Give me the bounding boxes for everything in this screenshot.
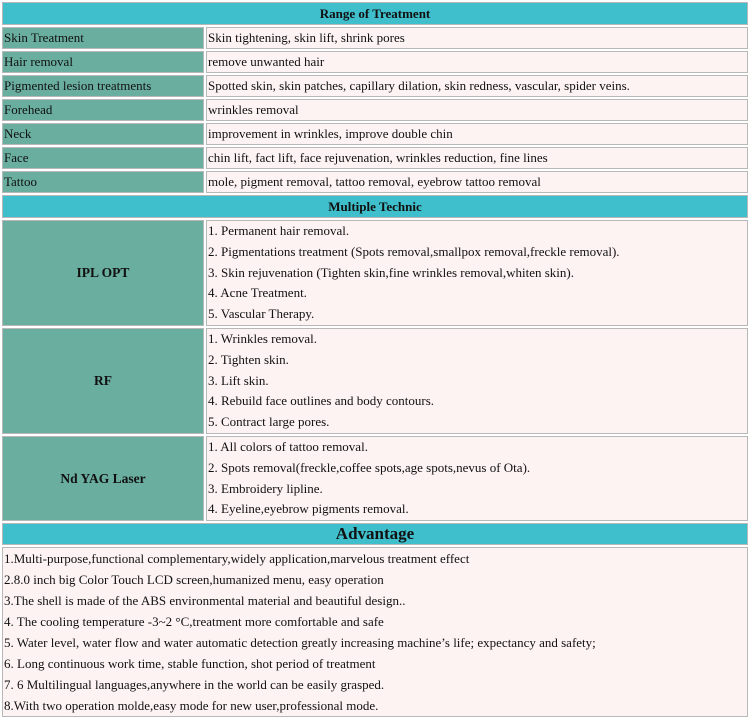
list-item: 8.With two operation molde,easy mode for new user,professional mode. xyxy=(4,698,379,714)
row-label: Neck xyxy=(2,123,204,145)
technic-name: RF xyxy=(2,328,204,434)
row-value: improvement in wrinkles, improve double chin xyxy=(206,123,748,145)
list-item: 3. Lift skin. xyxy=(208,372,269,388)
technic-items xyxy=(206,328,748,434)
table-row xyxy=(2,99,748,121)
row-value: wrinkles removal xyxy=(206,99,748,121)
list-item: 4. Eyeline,eyebrow pigments removal. xyxy=(208,501,409,517)
list-item: 2.8.0 inch big Color Touch LCD screen,humanized menu, easy operation xyxy=(4,572,384,588)
list-item: 4. Acne Treatment. xyxy=(208,285,307,301)
range-header: Range of Treatment xyxy=(2,2,748,25)
list-item: 2. Pigmentations treatment (Spots removal,smallpox removal,freckle removal). xyxy=(208,243,620,259)
technic-name: IPL OPT xyxy=(2,220,204,326)
row-label: Tattoo xyxy=(2,171,204,193)
row-value: remove unwanted hair xyxy=(206,51,748,73)
list-item: 1. Permanent hair removal. xyxy=(208,223,350,238)
list-item: 1.Multi-purpose,functional complementary,widely application,marvelous treatment effect xyxy=(4,551,470,567)
row-value: Skin tightening, skin lift, shrink pores xyxy=(206,27,748,49)
row-label: Skin Treatment xyxy=(2,27,204,49)
advantage-header: Advantage xyxy=(2,523,748,545)
list-item: 6. Long continuous work time, stable function, shot period of treatment xyxy=(4,656,376,672)
list-item: 7. 6 Multilingual languages,anywhere in the world can be easily grasped. xyxy=(4,677,385,693)
list-item: 2. Tighten skin. xyxy=(208,351,289,367)
list-item: 1. All colors of tattoo removal. xyxy=(208,438,368,454)
advantage-list xyxy=(2,547,748,717)
list-item: 4. The cooling temperature -3~2 °C,treatment more comfortable and safe xyxy=(4,614,384,630)
list-item: 5. Water level, water flow and water automatic detection greatly increasing machine’s life; expectancy and safety; xyxy=(4,635,596,651)
row-label: Face xyxy=(2,147,204,169)
table-row xyxy=(2,75,748,97)
technic-name: Nd YAG Laser xyxy=(2,436,204,521)
technic-row xyxy=(2,328,748,434)
technic-items xyxy=(206,436,748,521)
technic-row xyxy=(2,436,748,521)
table-row xyxy=(2,27,748,49)
table-row xyxy=(2,51,748,73)
list-item: 3. Embroidery lipline. xyxy=(208,480,323,496)
row-label: Pigmented lesion treatments xyxy=(2,75,204,97)
list-item: 3. Skin rejuvenation (Tighten skin,fine wrinkles removal,whiten skin). xyxy=(208,264,574,280)
row-label: Forehead xyxy=(2,99,204,121)
technic-items xyxy=(206,220,748,326)
list-item: 4. Rebuild face outlines and body contours. xyxy=(208,393,435,409)
list-item: 2. Spots removal(freckle,coffee spots,age spots,nevus of Ota). xyxy=(208,459,531,475)
table-row xyxy=(2,171,748,193)
row-value: chin lift, fact lift, face rejuvenation, wrinkles reduction, fine lines xyxy=(206,147,748,169)
row-value: Spotted skin, skin patches, capillary dilation, skin redness, vascular, spider veins. xyxy=(206,75,748,97)
table-row xyxy=(2,147,748,169)
list-item: 5. Contract large pores. xyxy=(208,414,330,430)
row-label: Hair removal xyxy=(2,51,204,73)
technic-row xyxy=(2,220,748,326)
table-row xyxy=(2,123,748,145)
list-item: 5. Vascular Therapy. xyxy=(208,306,315,322)
list-item: 3.The shell is made of the ABS environmental material and beautiful design.. xyxy=(4,593,406,609)
row-value: mole, pigment removal, tattoo removal, eyebrow tattoo removal xyxy=(206,171,748,193)
list-item: 1. Wrinkles removal. xyxy=(208,330,317,346)
technic-header: Multiple Technic xyxy=(2,195,748,218)
